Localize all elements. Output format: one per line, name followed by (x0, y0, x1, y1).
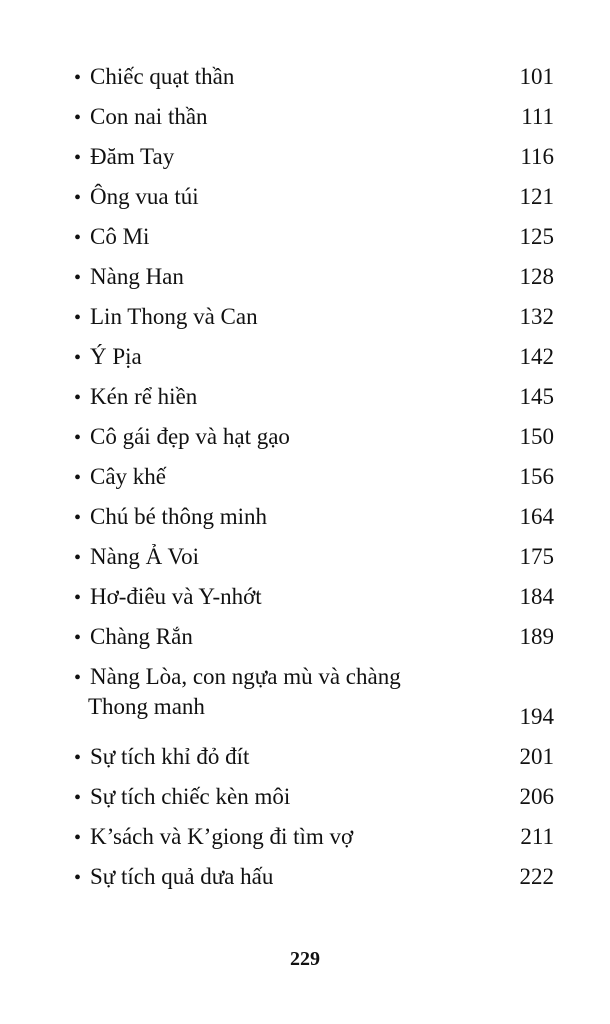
toc-page-number: 164 (519, 504, 554, 529)
toc-entry (74, 618, 554, 658)
toc-page-number: 125 (519, 224, 554, 249)
toc-entry (74, 458, 554, 498)
toc-title: Cây khế (90, 464, 167, 489)
toc-entry (74, 498, 554, 538)
toc-entry (74, 778, 554, 818)
toc-title: K’sách và K’giong đi tìm vợ (90, 824, 354, 849)
toc-page-number: 132 (519, 304, 554, 329)
toc-title-line-1: Nàng Lòa, con ngựa mù và chàng (90, 664, 401, 689)
toc-page-number: 150 (519, 424, 554, 449)
bullet: • (74, 747, 82, 769)
bullet: • (74, 307, 82, 329)
toc-page-number: 142 (519, 344, 554, 369)
toc-title: Lin Thong và Can (90, 304, 258, 329)
toc-page-number: 222 (519, 864, 554, 889)
toc-page-number: 121 (519, 184, 554, 209)
bullet: • (74, 347, 82, 369)
bullet: • (74, 507, 82, 529)
toc-page-number: 111 (521, 104, 554, 129)
toc-title: Ý Pịa (90, 344, 142, 369)
toc-page-number: 189 (519, 624, 554, 649)
toc-title: Sự tích khỉ đỏ đít (90, 744, 250, 769)
toc-entry (74, 98, 554, 138)
bullet: • (74, 827, 82, 849)
toc-entry (74, 658, 554, 738)
toc-title: Đăm Tay (90, 144, 175, 169)
bullet: • (74, 867, 82, 889)
toc-entry (74, 338, 554, 378)
bullet: • (74, 387, 82, 409)
toc-page-number: 156 (519, 464, 554, 489)
toc-page-number: 211 (520, 824, 554, 849)
table-of-contents (74, 58, 554, 898)
bullet: • (74, 227, 82, 249)
toc-title: Con nai thần (90, 104, 208, 129)
toc-page-number: 175 (519, 544, 554, 569)
toc-title: Chiếc quạt thần (90, 64, 235, 89)
toc-entry (74, 218, 554, 258)
toc-page-number: 101 (519, 64, 554, 89)
bullet: • (74, 147, 82, 169)
toc-entry (74, 178, 554, 218)
toc-entry (74, 298, 554, 338)
toc-title: Ông vua túi (90, 184, 199, 209)
toc-title (90, 662, 401, 722)
toc-title: Chú bé thông minh (90, 504, 267, 529)
toc-page-number: 206 (519, 784, 554, 809)
bullet: • (74, 547, 82, 569)
bullet: • (74, 627, 82, 649)
toc-title-line-2: Thong manh (88, 694, 205, 719)
toc-entry (74, 418, 554, 458)
toc-entry (74, 58, 554, 98)
page-number: 229 (290, 948, 320, 970)
bullet: • (74, 187, 82, 209)
bullet: • (74, 787, 82, 809)
toc-entry (74, 858, 554, 898)
toc-page-number: 184 (519, 584, 554, 609)
toc-title: Chàng Rắn (90, 624, 193, 649)
bullet: • (74, 427, 82, 449)
toc-title: Nàng Ả Voi (90, 544, 200, 569)
toc-page-number: 128 (519, 264, 554, 289)
toc-entry (74, 138, 554, 178)
bullet: • (74, 107, 82, 129)
bullet: • (74, 467, 82, 489)
toc-title: Sự tích quả dưa hấu (90, 864, 274, 889)
toc-entry (74, 818, 554, 858)
toc-page-number: 145 (519, 384, 554, 409)
toc-title: Kén rể hiền (90, 384, 198, 409)
bullet: • (74, 587, 82, 609)
toc-page-number: 194 (519, 704, 554, 729)
bullet: • (74, 667, 82, 689)
toc-title: Hơ-điêu và Y-nhớt (90, 584, 262, 609)
bullet: • (74, 67, 82, 89)
toc-title: Cô Mi (90, 224, 150, 249)
toc-page-number: 201 (519, 744, 554, 769)
bullet: • (74, 267, 82, 289)
toc-entry (74, 738, 554, 778)
toc-entry (74, 578, 554, 618)
toc-entry (74, 378, 554, 418)
toc-title: Cô gái đẹp và hạt gạo (90, 424, 290, 449)
toc-title: Sự tích chiếc kèn môi (90, 784, 291, 809)
toc-entry (74, 258, 554, 298)
toc-page-number: 116 (520, 144, 554, 169)
toc-entry (74, 538, 554, 578)
toc-title: Nàng Han (90, 264, 184, 289)
